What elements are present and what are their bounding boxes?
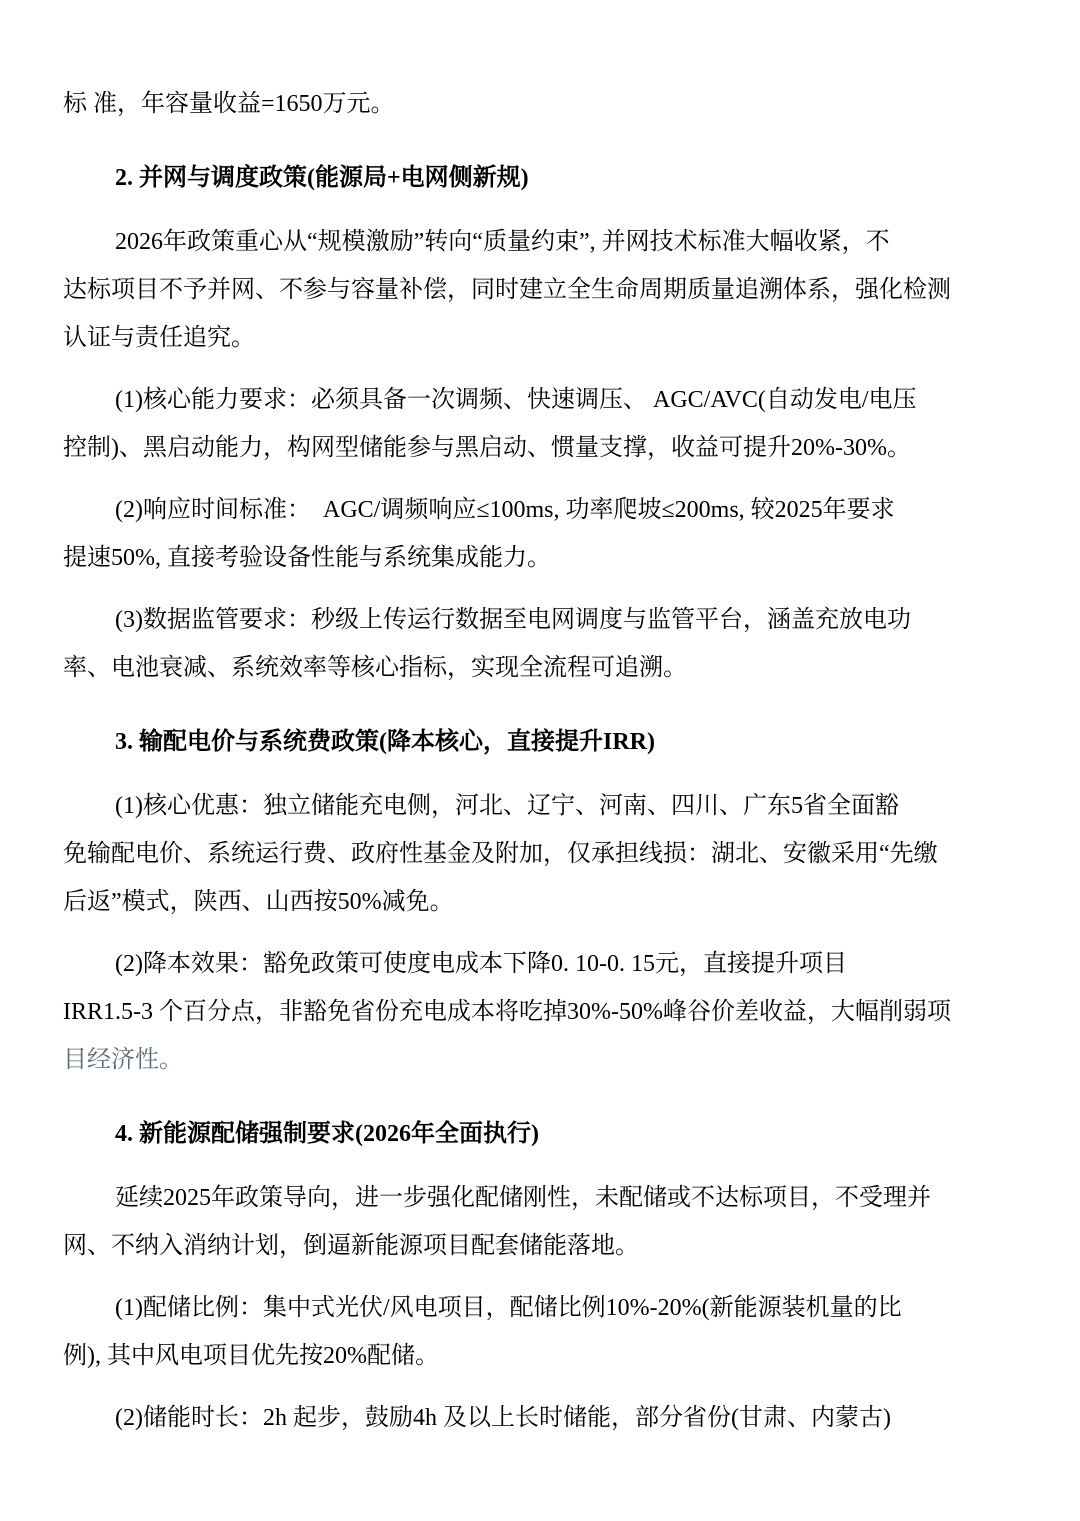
- body-paragraph: [63, 486, 1024, 582]
- body-paragraph: [63, 1174, 1024, 1270]
- body-paragraph: [63, 782, 1024, 926]
- text-line: 4. 新能源配储强制要求(2026年全面执行): [115, 1121, 539, 1147]
- text-line: (1)核心优惠：独立储能充电侧，河北、辽宁、河南、四川、广东5省全面豁: [115, 793, 899, 819]
- text-line: (2)储能时长：2h 起步，鼓励4h 及以上长时储能，部分省份(甘肃、内蒙古): [115, 1405, 891, 1431]
- text-line: 目经济性。: [63, 1047, 183, 1073]
- text-line: (3)数据监管要求：秒级上传运行数据至电网调度与监管平台，涵盖充放电功: [115, 607, 911, 633]
- body-paragraph: [63, 376, 1024, 472]
- text-line: 2. 并网与调度政策(能源局+电网侧新规): [115, 165, 529, 191]
- text-line: 后返”模式，陕西、山西按50%减免。: [63, 889, 454, 915]
- text-line: 网、不纳入消纳计划，倒逼新能源项目配套储能落地。: [63, 1233, 639, 1259]
- text-line: (2)响应时间标准： AGC/调频响应≤100ms, 功率爬坡≤200ms, 较2025年要求: [115, 497, 895, 523]
- text-line: 延续2025年政策导向，进一步强化配储刚性，未配储或不达标项目，不受理并: [115, 1185, 931, 1211]
- text-line: (1)核心能力要求：必须具备一次调频、快速调压、 AGC/AVC(自动发电/电压: [115, 387, 917, 413]
- text-line: 例), 其中风电项目优先按20%配储。: [63, 1343, 439, 1369]
- text-line: 提速50%, 直接考验设备性能与系统集成能力。: [63, 545, 551, 571]
- body-paragraph: [63, 940, 1024, 1084]
- text-line: 控制)、黑启动能力，构网型储能参与黑启动、惯量支撑，收益可提升20%-30%。: [63, 435, 911, 461]
- text-line: IRR1.5-3 个百分点，非豁免省份充电成本将吃掉30%-50%峰谷价差收益，大幅削弱项: [63, 999, 951, 1025]
- text-line: 达标项目不予并网、不参与容量补偿，同时建立全生命周期质量追溯体系，强化检测: [63, 277, 951, 303]
- section-heading: [63, 154, 1024, 202]
- body-paragraph: [63, 1284, 1024, 1380]
- text-line: 率、电池衰减、系统效率等核心指标，实现全流程可追溯。: [63, 655, 687, 681]
- section-heading: [63, 1110, 1024, 1158]
- section-heading: [63, 718, 1024, 766]
- text-line: 认证与责任追究。: [63, 325, 255, 351]
- body-paragraph: [63, 218, 1024, 362]
- text-line: 标 准，年容量收益=1650万元。: [63, 91, 395, 117]
- continuation-paragraph: [63, 80, 1024, 128]
- text-line: 免输配电价、系统运行费、政府性基金及附加，仅承担线损：湖北、安徽采用“先缴: [63, 841, 938, 867]
- text-line: 3. 输配电价与系统费政策(降本核心，直接提升IRR): [115, 729, 655, 755]
- text-line: (2)降本效果：豁免政策可使度电成本下降0. 10-0. 15元，直接提升项目: [115, 951, 847, 977]
- text-line: 2026年政策重心从“规模激励”转向“质量约束”, 并网技术标准大幅收紧，不: [115, 229, 890, 255]
- body-paragraph: [63, 1394, 1024, 1442]
- body-paragraph: [63, 596, 1024, 692]
- text-line: (1)配储比例：集中式光伏/风电项目，配储比例10%-20%(新能源装机量的比: [115, 1295, 902, 1321]
